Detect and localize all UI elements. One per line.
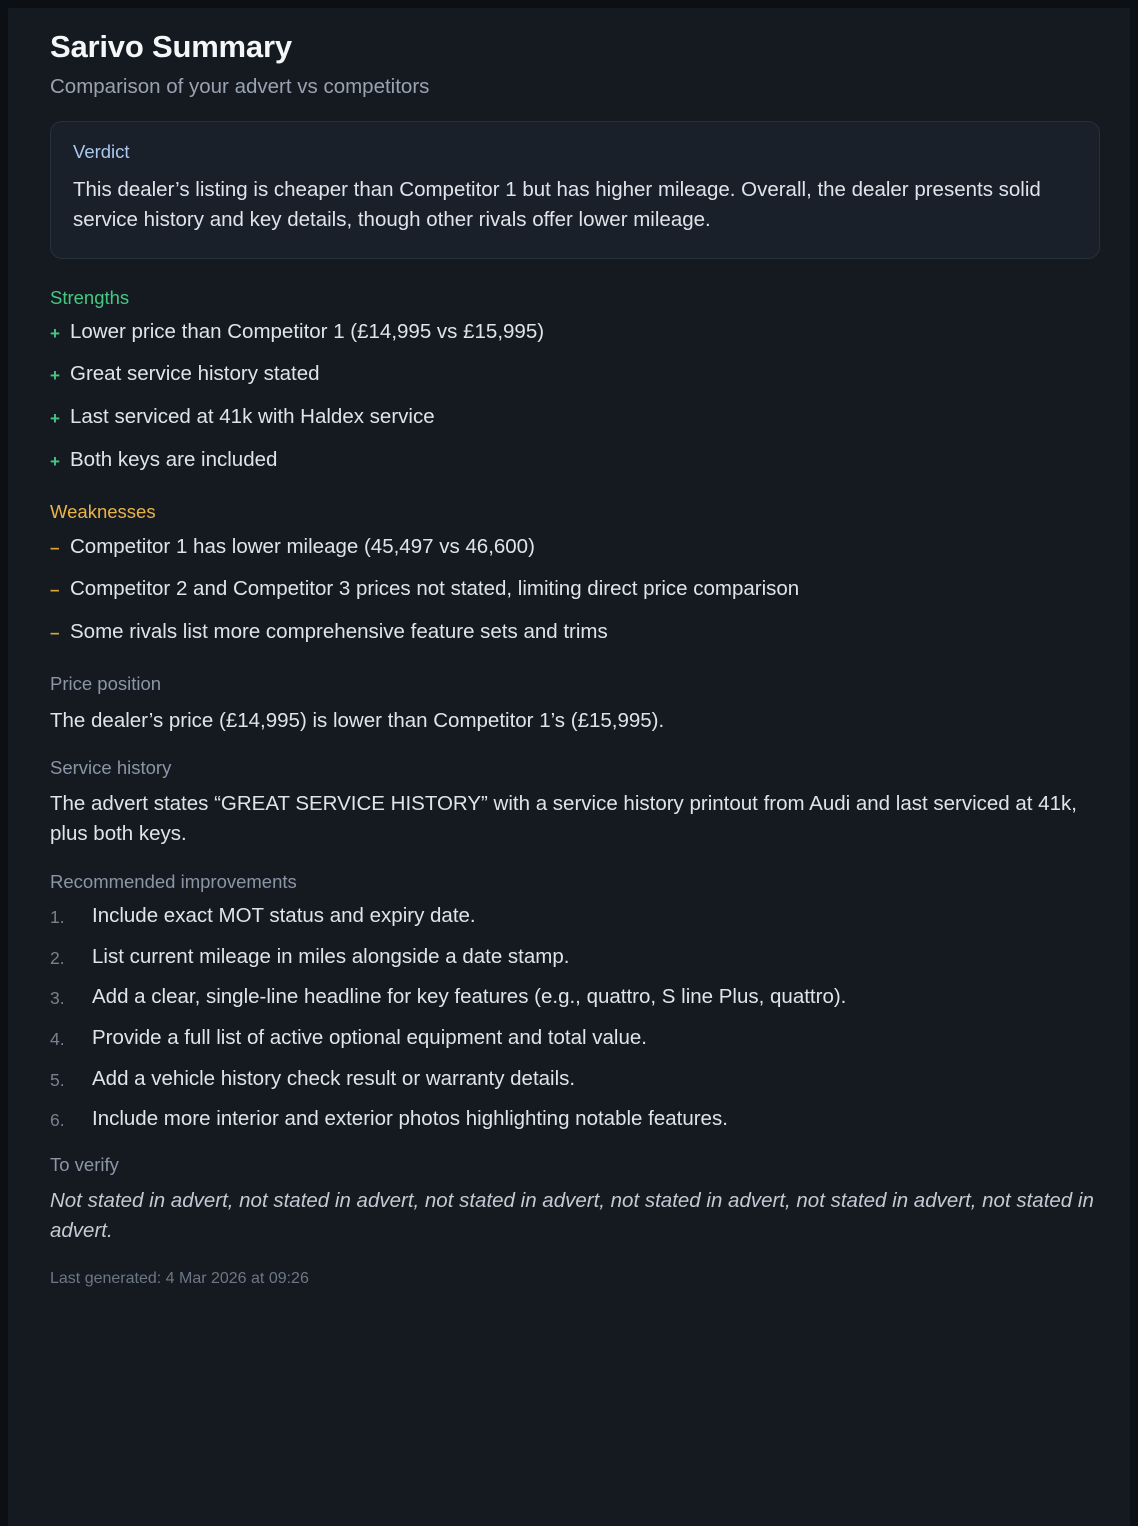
strength-text: Lower price than Competitor 1 (£14,995 vs £15,995) — [70, 319, 545, 343]
step-number: 5. — [50, 1069, 65, 1090]
last-generated-timestamp: Last generated: 4 Mar 2026 at 09:26 — [50, 1269, 309, 1287]
list-item — [50, 619, 1100, 646]
minus-icon: – — [50, 580, 60, 600]
weaknesses-list — [50, 534, 1100, 646]
to-verify-section — [50, 1154, 1100, 1247]
weakness-text: Competitor 2 and Competitor 3 prices not stated, limiting direct price comparison — [70, 577, 800, 601]
strengths-section — [50, 287, 1100, 474]
step-text: List current mileage in miles alongside a date stamp. — [92, 944, 570, 968]
step-text: Add a clear, single-line headline for key features (e.g., quattro, S line Plus, quattro). — [92, 985, 847, 1009]
strengths-label: Strengths — [50, 286, 130, 308]
price-position-text: The dealer’s price (£14,995) is lower than Competitor 1’s (£15,995). — [50, 708, 665, 732]
recommendations-label: Recommended improvements — [50, 870, 297, 892]
to-verify-label: To verify — [50, 1153, 119, 1175]
price-position-label: Price position — [50, 673, 162, 695]
weaknesses-section — [50, 501, 1100, 645]
step-number: 6. — [50, 1110, 65, 1131]
page-title: Sarivo Summary — [50, 29, 292, 64]
strength-text: Both keys are included — [70, 447, 278, 471]
spacer — [50, 666, 1100, 673]
strengths-list — [50, 319, 1100, 474]
to-verify-text: Not stated in advert, not stated in advert, not stated in advert, not stated in advert, not stated in advert, not stated in advert. — [50, 1189, 1094, 1243]
service-history-text: The advert states “GREAT SERVICE HISTORY” with a service history printout from Audi and last serviced at 41k, plus both keys. — [50, 792, 1077, 846]
recommendations-list — [50, 903, 1100, 1133]
list-item — [50, 361, 1100, 388]
weakness-text: Some rivals list more comprehensive feature sets and trims — [70, 619, 608, 643]
weaknesses-label: Weaknesses — [50, 501, 156, 523]
list-item — [50, 1066, 1100, 1093]
verdict-label: Verdict — [73, 140, 130, 162]
list-item — [50, 984, 1100, 1011]
strength-text: Last serviced at 41k with Haldex service — [70, 405, 435, 429]
list-item — [50, 944, 1100, 971]
list-item — [50, 576, 1100, 603]
verdict-text: This dealer’s listing is cheaper than Competitor 1 but has higher mileage. Overall, the dealer presents solid service history and key details, though other rivals offer lower mileage. — [73, 177, 1041, 232]
list-item — [50, 903, 1100, 930]
service-history-section — [50, 757, 1100, 850]
plus-icon: + — [50, 366, 60, 386]
weakness-text: Competitor 1 has lower mileage (45,497 vs 46,600) — [70, 534, 535, 558]
step-text: Provide a full list of active optional equipment and total value. — [92, 1025, 647, 1049]
spacer — [50, 494, 1100, 501]
plus-icon: + — [50, 409, 60, 429]
list-item — [50, 447, 1100, 474]
minus-icon: – — [50, 622, 60, 642]
verdict-card — [50, 121, 1100, 259]
page-subtitle: Comparison of your advert vs competitors — [50, 75, 430, 99]
summary-page — [8, 8, 1130, 1526]
minus-icon: – — [50, 537, 60, 557]
list-item — [50, 1106, 1100, 1133]
step-number: 1. — [50, 906, 65, 927]
step-text: Add a vehicle history check result or warranty details. — [92, 1066, 576, 1090]
step-number: 3. — [50, 988, 65, 1009]
recommendations-section — [50, 871, 1100, 1133]
list-item — [50, 319, 1100, 346]
list-item — [50, 534, 1100, 561]
list-item — [50, 1025, 1100, 1052]
strength-text: Great service history stated — [70, 362, 320, 386]
service-history-label: Service history — [50, 756, 172, 778]
plus-icon: + — [50, 323, 60, 343]
list-item — [50, 404, 1100, 431]
step-number: 2. — [50, 947, 65, 968]
step-number: 4. — [50, 1028, 65, 1049]
plus-icon: + — [50, 451, 60, 471]
price-position-section — [50, 673, 1100, 736]
step-text: Include more interior and exterior photos highlighting notable features. — [92, 1107, 728, 1131]
step-text: Include exact MOT status and expiry date. — [92, 903, 476, 927]
